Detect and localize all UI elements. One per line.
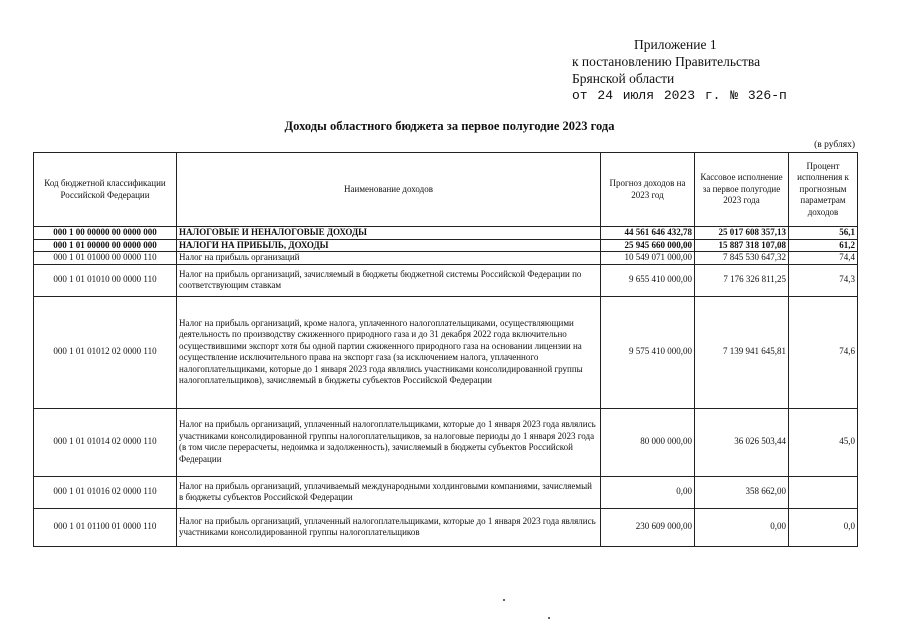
row-code: 000 1 01 01010 00 0000 110	[34, 264, 177, 296]
row-percent	[789, 476, 858, 508]
table-row	[34, 476, 858, 508]
appendix-decree: к постановлению Правительства	[572, 54, 761, 69]
row-code: 000 1 00 00000 00 0000 000	[34, 227, 177, 240]
units-note: (в рублях)	[814, 140, 855, 150]
row-percent: 74,6	[789, 296, 858, 408]
row-plan: 44 561 646 432,78	[601, 227, 695, 240]
row-cash: 7 139 941 645,81	[695, 296, 789, 408]
table-row	[34, 296, 858, 408]
header-name: Наименование доходов	[177, 153, 601, 227]
row-cash: 15 887 318 107,08	[695, 239, 789, 252]
row-name: Налог на прибыль организаций, уплаченный налогоплательщиками, которые до 1 января 2023 года являлись участниками консолидированной группы налогоплательщиков, за налоговые периоды до 1 января 2023 года (в том числе перерасчеты, недоимка и задолженность), зачисляемый в бюджеты субъектов Российской Федерации	[177, 408, 601, 476]
row-cash: 25 017 608 357,13	[695, 227, 789, 240]
row-percent: 45,0	[789, 408, 858, 476]
row-name: Налог на прибыль организаций, уплачиваемый международными холдинговыми компаниями, зачисляемый в бюджеты субъектов Российской Федерации	[177, 476, 601, 508]
row-plan: 9 575 410 000,00	[601, 296, 695, 408]
appendix-title: Приложение 1	[634, 37, 717, 52]
row-cash: 7 176 326 811,25	[695, 264, 789, 296]
header-percent: Процент исполнения к прогнозным параметрам доходов	[789, 153, 858, 227]
row-plan: 25 945 660 000,00	[601, 239, 695, 252]
row-name: Налог на прибыль организаций	[177, 252, 601, 265]
table-row	[34, 227, 858, 240]
row-code: 000 1 01 01016 02 0000 110	[34, 476, 177, 508]
row-code: 000 1 01 01012 02 0000 110	[34, 296, 177, 408]
scan-speck	[548, 617, 550, 619]
row-cash: 358 662,00	[695, 476, 789, 508]
appendix-block	[572, 36, 872, 104]
table-row	[34, 508, 858, 546]
appendix-region: Брянской области	[572, 71, 675, 86]
row-name: Налог на прибыль организаций, кроме налога, уплаченного налогоплательщиками, осуществляющими деятельность по производству сжиженного природного газа и до 31 декабря 2022 года включительно осуществившими экспорт хотя бы одной партии сжиженного природного газа на основании лицензии на осуществление исключительного права на экспорт газа (за исключением налога, уплаченного налогоплательщиками, которые до 1 января 2023 года являлись участниками консолидированной группы налогоплательщиков), зачисляемый в бюджеты субъектов Российской Федерации	[177, 296, 601, 408]
row-cash: 36 026 503,44	[695, 408, 789, 476]
document-title: Доходы областного бюджета за первое полугодие 2023 года	[284, 119, 615, 133]
row-plan: 10 549 071 000,00	[601, 252, 695, 265]
row-plan: 0,00	[601, 476, 695, 508]
row-plan: 9 655 410 000,00	[601, 264, 695, 296]
row-code: 000 1 01 00000 00 0000 000	[34, 239, 177, 252]
row-percent: 61,2	[789, 239, 858, 252]
row-name: Налог на прибыль организаций, зачисляемый в бюджеты бюджетной системы Российской Федерации по соответствующим ставкам	[177, 264, 601, 296]
row-code: 000 1 01 01014 02 0000 110	[34, 408, 177, 476]
row-cash: 0,00	[695, 508, 789, 546]
row-name: НАЛОГИ НА ПРИБЫЛЬ, ДОХОДЫ	[177, 239, 601, 252]
row-cash: 7 845 530 647,32	[695, 252, 789, 265]
row-name: Налог на прибыль организаций, уплаченный налогоплательщиками, которые до 1 января 2023 года являлись участниками консолидированной группы налогоплательщиков	[177, 508, 601, 546]
row-percent: 74,3	[789, 264, 858, 296]
header-plan: Прогноз доходов на 2023 год	[601, 153, 695, 227]
row-percent: 56,1	[789, 227, 858, 240]
row-percent: 74,4	[789, 252, 858, 265]
table-header-row	[34, 153, 858, 227]
row-code: 000 1 01 01100 01 0000 110	[34, 508, 177, 546]
table-row	[34, 264, 858, 296]
header-code: Код бюджетной классификации Российской Федерации	[34, 153, 177, 227]
row-name: НАЛОГОВЫЕ И НЕНАЛОГОВЫЕ ДОХОДЫ	[177, 227, 601, 240]
revenue-table	[33, 152, 858, 547]
appendix-date-number: от 24 июля 2023 г. № 326-п	[572, 88, 787, 103]
scan-speck	[503, 599, 505, 601]
table-row	[34, 252, 858, 265]
row-code: 000 1 01 01000 00 0000 110	[34, 252, 177, 265]
header-cash: Кассовое исполнение за первое полугодие 2023 года	[695, 153, 789, 227]
row-percent: 0,0	[789, 508, 858, 546]
row-plan: 230 609 000,00	[601, 508, 695, 546]
table-row	[34, 408, 858, 476]
row-plan: 80 000 000,00	[601, 408, 695, 476]
table-row	[34, 239, 858, 252]
